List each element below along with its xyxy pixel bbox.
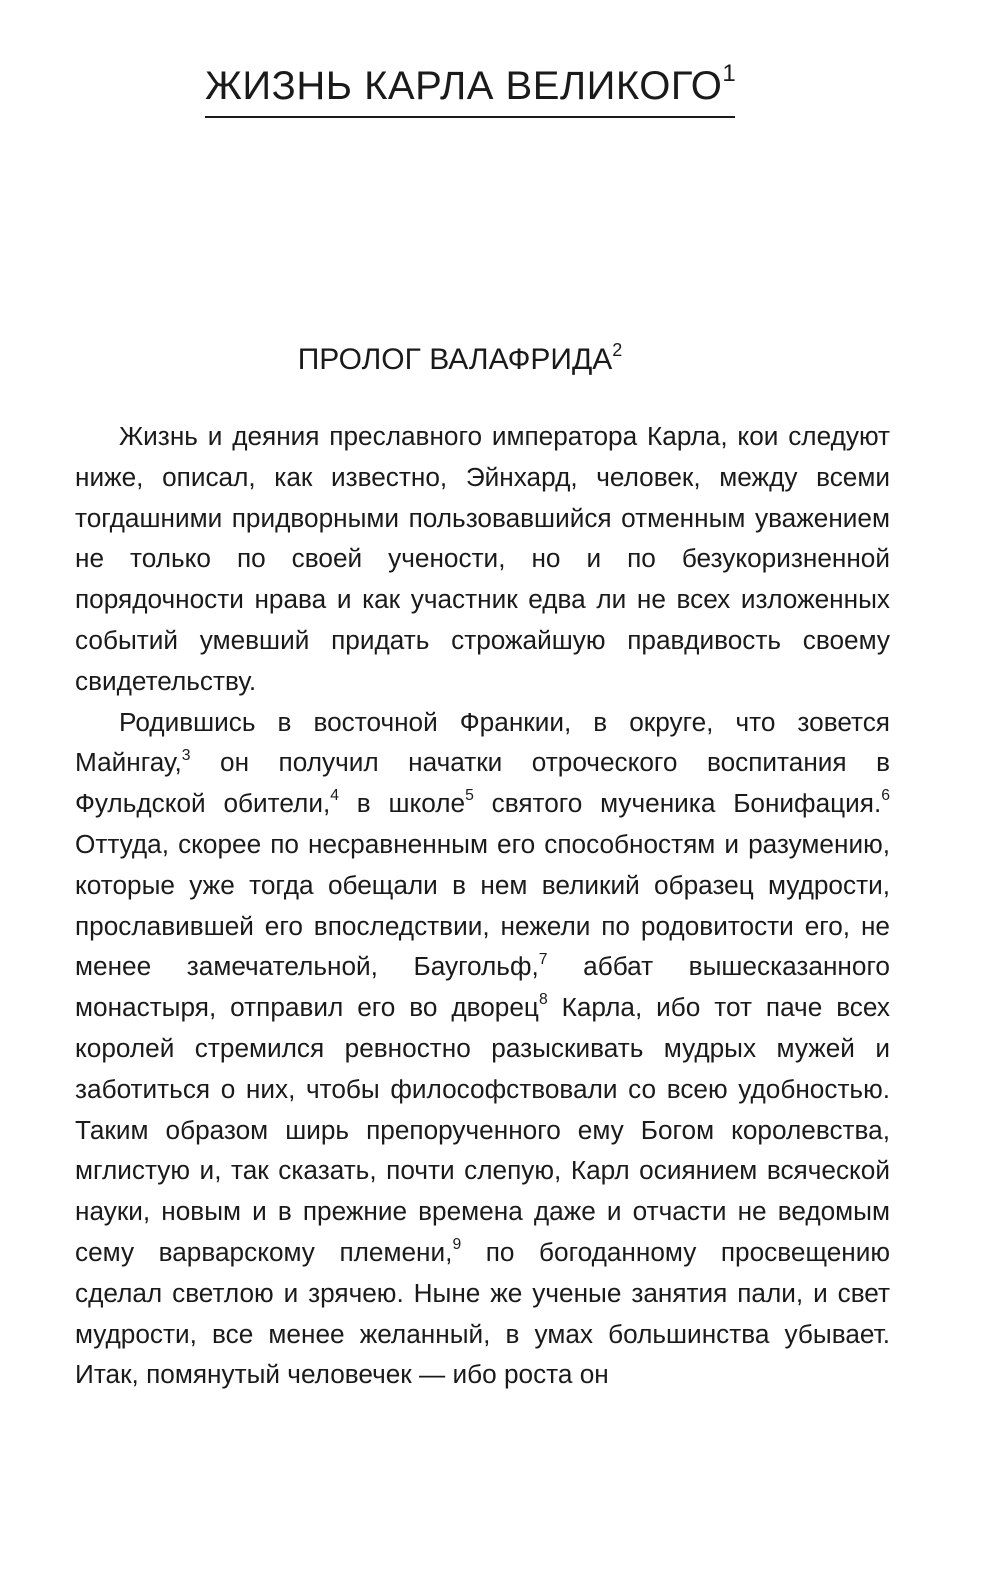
footnote-ref: 4 <box>330 787 339 805</box>
paragraph-text: Родившись в восточной Франкии, в округе, что зовется Майнгау, <box>75 706 890 778</box>
footnote-ref: 8 <box>538 991 548 1009</box>
paragraph-2 <box>75 702 890 1396</box>
footnote-ref: 2 <box>612 339 623 360</box>
paragraph-text: святого мученика Бонифация. <box>473 788 882 819</box>
footnote-ref: 3 <box>181 746 191 764</box>
paragraph-text: Оттуда, скорее по несравненным его способностям и разумению, которые уже тогда обещали в нем великий образец мудрости, прославившей его впоследствии, нежели по родовитости его, не менее замечательной, Баугольф, <box>75 828 890 982</box>
running-title-text: ЖИЗНЬ КАРЛА ВЕЛИКОГО <box>205 64 723 108</box>
body-text <box>75 416 890 1395</box>
footnote-ref: 7 <box>538 950 548 968</box>
paragraph-text: Жизнь и деяния преславного императора Карла, кои следуют ниже, описал, как известно, Эйнхард, человек, между всеми тогдашними придворными пользовавшийся отменным уважением не только по своей учености, но и по безукоризненной порядочности нрава и как участник едва ли не всех изложенных событий умевший придать строжайшую правдивость своему свидетельству. <box>75 421 890 696</box>
title-underline <box>205 116 735 118</box>
paragraph-text: он получил начатки отроческого воспитания в Фульдской обители, <box>75 747 890 819</box>
section-heading <box>270 338 650 382</box>
paragraph-text: Карла, ибо тот паче всех королей стремился ревностно разыскивать мудрых мужей и заботиться о них, чтобы философствовали со всею удобностью. Таким образом ширь препорученного ему Богом королевства, мглистую и, так сказать, почти слепую, Карл осиянием всяческой науки, новым и в прежние времена даже и отчасти не ведомым сему варварскому племени, <box>75 992 890 1267</box>
paragraph-text: по богоданному просвещению сделал светлою и зрячею. Ныне же ученые занятия пали, и свет мудрости, все менее желанный, в умах большинства убывает. Итак, помянутый человечек — ибо роста он <box>75 1236 890 1390</box>
paragraph-text: в школе <box>338 788 466 819</box>
paragraph-1 <box>75 416 890 702</box>
footnote-ref: 9 <box>452 1236 462 1254</box>
footnote-ref: 5 <box>465 787 474 805</box>
footnote-ref: 6 <box>881 787 890 805</box>
running-title <box>205 58 735 114</box>
section-heading-text: ПРОЛОГ ВАЛАФРИДА <box>297 343 613 376</box>
paragraph-text: аббат вышесказанного монастыря, отправил его во дворец <box>75 951 890 1023</box>
footnote-ref: 1 <box>722 60 737 87</box>
